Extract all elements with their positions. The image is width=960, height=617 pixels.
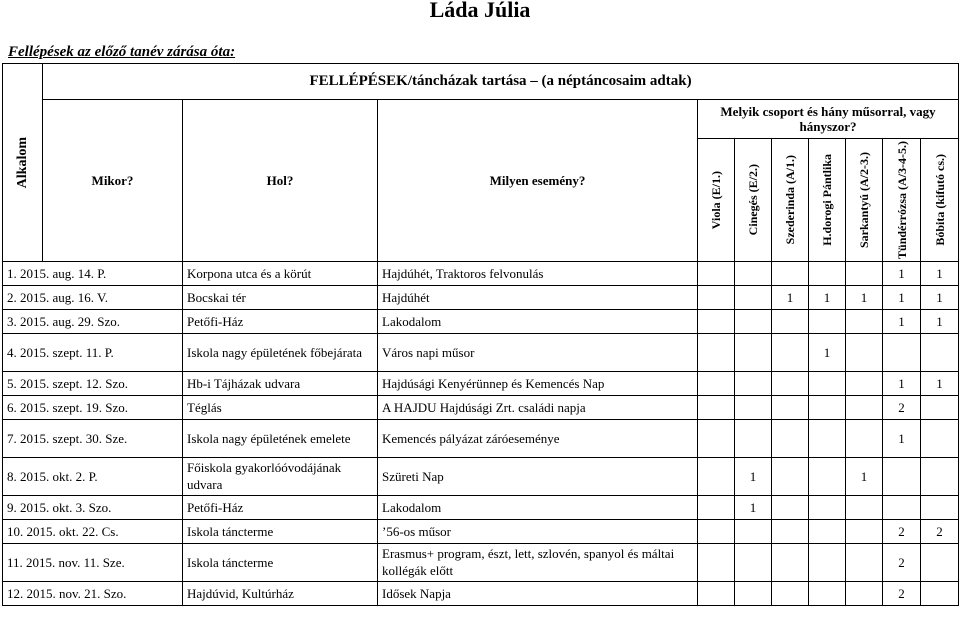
section-subtitle: Fellépések az előző tanév zárása óta: bbox=[8, 44, 236, 60]
group-header-4: Sarkantyú (A/2-3.) bbox=[846, 139, 883, 262]
event-cell: Hajdúsági Kenyérünnep és Kemencés Nap bbox=[378, 371, 698, 395]
where-cell: Bocskai tér bbox=[183, 285, 378, 309]
count-cell bbox=[809, 543, 846, 581]
count-cell: 1 bbox=[846, 457, 883, 495]
count-cell: 1 bbox=[883, 261, 921, 285]
when-cell: 4. 2015. szept. 11. P. bbox=[3, 333, 183, 371]
groups-header: Melyik csoport és hány műsorral, vagy hányszor? bbox=[698, 100, 959, 139]
count-cell bbox=[809, 371, 846, 395]
count-cell bbox=[735, 371, 772, 395]
where-cell: Korpona utca és a körút bbox=[183, 261, 378, 285]
count-cell bbox=[809, 581, 846, 605]
group-header-0: Viola (E/1.) bbox=[698, 139, 735, 262]
where-cell: Iskola nagy épületének emelete bbox=[183, 419, 378, 457]
when-header: Mikor? bbox=[43, 100, 183, 262]
count-cell bbox=[809, 495, 846, 519]
count-cell bbox=[921, 543, 959, 581]
count-cell: 2 bbox=[883, 395, 921, 419]
count-cell bbox=[809, 519, 846, 543]
count-cell bbox=[735, 543, 772, 581]
count-cell bbox=[809, 395, 846, 419]
table-row bbox=[3, 261, 959, 285]
when-cell: 10. 2015. okt. 22. Cs. bbox=[3, 519, 183, 543]
count-cell bbox=[772, 581, 809, 605]
count-cell bbox=[772, 495, 809, 519]
count-cell bbox=[846, 581, 883, 605]
count-cell bbox=[809, 419, 846, 457]
count-cell bbox=[846, 261, 883, 285]
count-cell bbox=[846, 419, 883, 457]
event-cell: Lakodalom bbox=[378, 309, 698, 333]
event-cell: Hajdúhét bbox=[378, 285, 698, 309]
table-row bbox=[3, 285, 959, 309]
when-cell: 8. 2015. okt. 2. P. bbox=[3, 457, 183, 495]
count-cell bbox=[883, 333, 921, 371]
group-header-5: Tündérrózsa (A/3-4-5.) bbox=[883, 139, 921, 262]
table-row bbox=[3, 457, 959, 495]
where-cell: Hb-i Tájházak udvara bbox=[183, 371, 378, 395]
when-cell: 12. 2015. nov. 21. Szo. bbox=[3, 581, 183, 605]
count-cell bbox=[921, 495, 959, 519]
count-cell bbox=[883, 457, 921, 495]
count-cell bbox=[698, 333, 735, 371]
when-cell: 6. 2015. szept. 19. Szo. bbox=[3, 395, 183, 419]
count-cell bbox=[735, 419, 772, 457]
count-cell bbox=[846, 333, 883, 371]
count-cell: 1 bbox=[809, 285, 846, 309]
event-cell: Város napi műsor bbox=[378, 333, 698, 371]
where-cell: Iskola nagy épületének főbejárata bbox=[183, 333, 378, 371]
group-header-1: Cinegés (E/2.) bbox=[735, 139, 772, 262]
count-cell: 2 bbox=[883, 519, 921, 543]
count-cell bbox=[735, 333, 772, 371]
count-cell: 1 bbox=[883, 371, 921, 395]
count-cell bbox=[772, 395, 809, 419]
table-row bbox=[3, 371, 959, 395]
when-cell: 3. 2015. aug. 29. Szo. bbox=[3, 309, 183, 333]
count-cell bbox=[772, 333, 809, 371]
count-cell bbox=[883, 495, 921, 519]
event-cell: A HAJDU Hajdúsági Zrt. családi napja bbox=[378, 395, 698, 419]
count-cell bbox=[846, 395, 883, 419]
count-cell bbox=[809, 457, 846, 495]
count-cell: 1 bbox=[883, 285, 921, 309]
performances-table bbox=[2, 63, 959, 606]
count-cell: 1 bbox=[921, 371, 959, 395]
where-cell: Petőfi-Ház bbox=[183, 495, 378, 519]
count-cell bbox=[735, 519, 772, 543]
event-cell: Szüreti Nap bbox=[378, 457, 698, 495]
where-cell: Hajdúvid, Kultúrház bbox=[183, 581, 378, 605]
count-cell bbox=[772, 543, 809, 581]
count-cell bbox=[698, 285, 735, 309]
group-header-6: Bóbita (kifutó cs.) bbox=[921, 139, 959, 262]
table-row bbox=[3, 581, 959, 605]
count-cell bbox=[698, 419, 735, 457]
where-cell: Téglás bbox=[183, 395, 378, 419]
group-header-3: H.dorogi Pántlika bbox=[809, 139, 846, 262]
where-cell: Petőfi-Ház bbox=[183, 309, 378, 333]
count-cell bbox=[735, 261, 772, 285]
where-cell: Iskola táncterme bbox=[183, 519, 378, 543]
event-cell: Idősek Napja bbox=[378, 581, 698, 605]
count-cell: 1 bbox=[735, 457, 772, 495]
count-cell bbox=[772, 371, 809, 395]
count-cell bbox=[921, 581, 959, 605]
event-header: Milyen esemény? bbox=[378, 100, 698, 262]
where-cell: Főiskola gyakorlóóvodájának udvara bbox=[183, 457, 378, 495]
when-cell: 7. 2015. szept. 30. Sze. bbox=[3, 419, 183, 457]
count-cell bbox=[846, 309, 883, 333]
count-cell bbox=[921, 457, 959, 495]
when-cell: 11. 2015. nov. 11. Sze. bbox=[3, 543, 183, 581]
event-cell: Kemencés pályázat záróeseménye bbox=[378, 419, 698, 457]
count-cell: 1 bbox=[921, 309, 959, 333]
count-cell bbox=[846, 519, 883, 543]
table-row bbox=[3, 419, 959, 457]
when-cell: 2. 2015. aug. 16. V. bbox=[3, 285, 183, 309]
count-cell bbox=[772, 519, 809, 543]
main-header: FELLÉPÉSEK/táncházak tartása – (a néptáncosaim adtak) bbox=[43, 64, 959, 100]
count-cell bbox=[698, 261, 735, 285]
count-cell bbox=[809, 261, 846, 285]
count-cell bbox=[698, 495, 735, 519]
count-cell: 1 bbox=[883, 309, 921, 333]
alkalom-header: Alkalom bbox=[3, 64, 43, 262]
count-cell: 1 bbox=[883, 419, 921, 457]
count-cell bbox=[698, 309, 735, 333]
count-cell bbox=[698, 581, 735, 605]
count-cell bbox=[921, 333, 959, 371]
page-title: Láda Júlia bbox=[429, 0, 531, 22]
table-row bbox=[3, 333, 959, 371]
event-cell: Lakodalom bbox=[378, 495, 698, 519]
count-cell bbox=[772, 419, 809, 457]
table-row bbox=[3, 519, 959, 543]
table-row bbox=[3, 495, 959, 519]
count-cell: 1 bbox=[921, 261, 959, 285]
count-cell bbox=[772, 309, 809, 333]
count-cell: 1 bbox=[809, 333, 846, 371]
count-cell: 1 bbox=[772, 285, 809, 309]
event-cell: ’56-os műsor bbox=[378, 519, 698, 543]
count-cell bbox=[772, 457, 809, 495]
where-cell: Iskola táncterme bbox=[183, 543, 378, 581]
count-cell bbox=[735, 285, 772, 309]
count-cell bbox=[809, 309, 846, 333]
count-cell: 2 bbox=[883, 543, 921, 581]
count-cell: 2 bbox=[883, 581, 921, 605]
count-cell bbox=[846, 543, 883, 581]
count-cell bbox=[846, 495, 883, 519]
count-cell bbox=[735, 395, 772, 419]
count-cell bbox=[698, 519, 735, 543]
count-cell: 1 bbox=[921, 285, 959, 309]
count-cell bbox=[698, 543, 735, 581]
group-header-2: Szederinda (A/1.) bbox=[772, 139, 809, 262]
count-cell bbox=[846, 371, 883, 395]
event-cell: Hajdúhét, Traktoros felvonulás bbox=[378, 261, 698, 285]
when-cell: 5. 2015. szept. 12. Szo. bbox=[3, 371, 183, 395]
count-cell bbox=[698, 371, 735, 395]
count-cell: 2 bbox=[921, 519, 959, 543]
count-cell bbox=[921, 419, 959, 457]
count-cell bbox=[772, 261, 809, 285]
count-cell bbox=[698, 457, 735, 495]
table-row bbox=[3, 395, 959, 419]
when-cell: 9. 2015. okt. 3. Szo. bbox=[3, 495, 183, 519]
count-cell: 1 bbox=[735, 495, 772, 519]
table-row bbox=[3, 543, 959, 581]
count-cell: 1 bbox=[846, 285, 883, 309]
where-header: Hol? bbox=[183, 100, 378, 262]
count-cell bbox=[735, 581, 772, 605]
count-cell bbox=[698, 395, 735, 419]
when-cell: 1. 2015. aug. 14. P. bbox=[3, 261, 183, 285]
table-row bbox=[3, 309, 959, 333]
count-cell bbox=[921, 395, 959, 419]
event-cell: Erasmus+ program, észt, lett, szlovén, spanyol és máltai kollégák előtt bbox=[378, 543, 698, 581]
count-cell bbox=[735, 309, 772, 333]
